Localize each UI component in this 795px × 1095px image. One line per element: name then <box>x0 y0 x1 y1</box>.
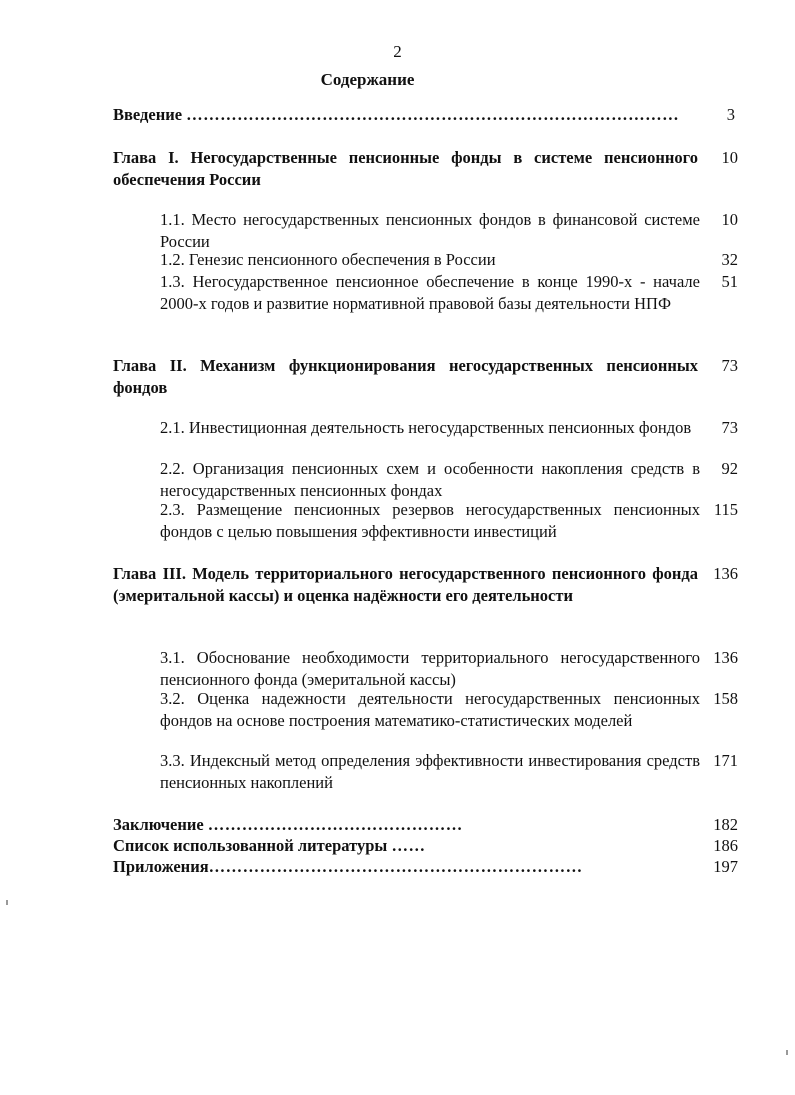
section-2-3-page: 115 <box>713 500 738 519</box>
section-2-2-page: 92 <box>721 459 738 478</box>
page-number: 2 <box>393 42 402 61</box>
section-1-3-page: 51 <box>721 272 738 291</box>
section-1-3-text: 1.3. Негосударственное пенсионное обеспечение в конце 1990-х - начале 2000-х годов и развитие нормативной правовой базы деятельности НПФ <box>160 272 700 313</box>
chapter1-heading[interactable] <box>113 147 698 191</box>
appendices-label: Приложения <box>113 857 209 876</box>
toc-entry-references[interactable] <box>113 835 698 857</box>
section-2-3-text: 2.3. Размещение пенсионных резервов негосударственных пенсионных фондов с целью повышения эффективности инвестиций <box>160 500 700 541</box>
section-3-3-page: 171 <box>713 751 738 770</box>
chapter2-heading-text: Глава II. Механизм функционирования негосударственных пенсионных фондов <box>113 356 698 397</box>
intro-dots: …………………………………………………………………………… <box>186 105 680 124</box>
section-3-2-page: 158 <box>713 689 738 708</box>
section-3-3[interactable] <box>160 750 700 794</box>
section-2-2[interactable] <box>160 458 700 502</box>
scan-speck <box>786 1050 788 1055</box>
section-2-3[interactable] <box>160 499 700 543</box>
intro-page: 3 <box>726 105 735 124</box>
section-2-1[interactable] <box>160 417 700 439</box>
chapter2-page: 73 <box>721 356 738 375</box>
scan-speck <box>6 900 8 905</box>
section-2-1-text: 2.1. Инвестиционная деятельность негосударственных пенсионных фондов <box>160 418 692 437</box>
references-label: Список использованной литературы <box>113 836 392 855</box>
section-1-2-text: 1.2. Генезис пенсионного обеспечения в России <box>160 250 496 269</box>
chapter3-heading-text: Глава III. Модель территориального негосударственного пенсионного фонда (эмеритальной кассы) и оценка надёжности его деятельности <box>113 564 698 605</box>
conclusion-page: 182 <box>713 815 738 834</box>
toc-entry-appendices[interactable] <box>113 856 698 878</box>
chapter3-heading[interactable] <box>113 563 698 607</box>
section-1-2[interactable] <box>160 249 700 271</box>
references-dots: …… <box>391 836 426 855</box>
section-3-1-page: 136 <box>713 648 738 667</box>
references-page: 186 <box>713 836 738 855</box>
chapter3-page: 136 <box>713 564 738 583</box>
section-3-1[interactable] <box>160 647 700 691</box>
intro-label: Введение <box>113 105 187 124</box>
chapter2-heading[interactable] <box>113 355 698 399</box>
section-1-1-text: 1.1. Место негосударственных пенсионных фондов в финансовой системе России <box>160 210 700 251</box>
appendices-dots: ………………………………………………………… <box>208 857 583 876</box>
toc-title: Содержание <box>320 70 415 89</box>
chapter1-heading-text: Глава I. Негосударственные пенсионные фонды в системе пенсионного обеспечения России <box>113 148 698 189</box>
appendices-page: 197 <box>713 857 738 876</box>
section-3-3-text: 3.3. Индексный метод определения эффективности инвестирования средств пенсионных накоплений <box>160 751 700 792</box>
toc-entry-conclusion[interactable] <box>113 814 698 836</box>
conclusion-label: Заключение <box>113 815 208 834</box>
section-1-2-page: 32 <box>721 250 738 269</box>
section-1-1-page: 10 <box>721 210 738 229</box>
section-2-2-text: 2.2. Организация пенсионных схем и особенности накопления средств в негосударственных пенсионных фондах <box>160 459 700 500</box>
chapter1-page: 10 <box>721 148 738 167</box>
section-1-3[interactable] <box>160 271 700 315</box>
section-3-2-text: 3.2. Оценка надежности деятельности негосударственных пенсионных фондов на основе построения математико-статистических моделей <box>160 689 700 730</box>
section-1-1[interactable] <box>160 209 700 253</box>
section-3-2[interactable] <box>160 688 700 732</box>
toc-entry-intro[interactable] <box>113 104 698 126</box>
conclusion-dots: ……………………………………… <box>207 815 463 834</box>
section-2-1-page: 73 <box>721 418 738 437</box>
section-3-1-text: 3.1. Обоснование необходимости территориального негосударственного пенсионного фонда (эмеритальной кассы) <box>160 648 700 689</box>
